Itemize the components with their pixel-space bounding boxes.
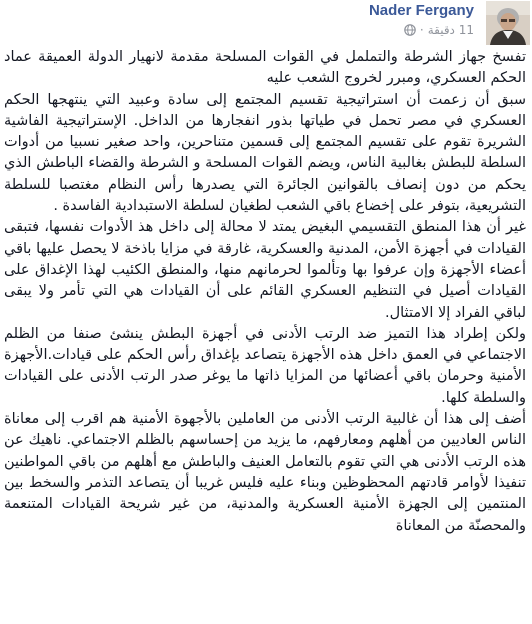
author-avatar[interactable] [486, 1, 530, 45]
post-paragraph: أضف إلى هذا أن غالبية الرتب الأدنى من العاملين بالأجهوة الأمنية هم اقرب إلى معاناة الناس العاديين من أهلهم ومعارفهم، ما يزيد من إحساسهم بالظلم الاجتماعي. ناهيك عن هذه الرتب الأدنى هي التي تقوم بالتعامل العنيف والباطش مع أهلهم من باقي المواطنين تنفيذا لأوامر قادتهم المحظوظين وبناء عليه فليس غريبا أن يتصاعد التذمر والسخط بين المنتمين إلى الجهزة الأمنية العسكرية والمدنية، من غير شريحة القيادات المتنعمة والمحصنّة من المعاناة [4, 411, 526, 534]
post-paragraph: تفسخ جهاز الشرطة والتململ في القوات المسلحة مقدمة لانهيار الدولة العميقة عماد الحكم العسكري، ومبرر لخروج الشعب عليه [4, 49, 526, 87]
globe-icon[interactable] [404, 24, 416, 36]
profile-photo-icon [486, 1, 530, 45]
meta-separator: · [419, 23, 424, 37]
post-meta [404, 23, 474, 37]
post-paragraph: ولكن إطراد هذا التميز ضد الرتب الأدنى في أجهزة البطش ينشئ صنفا من الظلم الاجتماعي في العمق داخل هذه الأجهزة يتصاعد بإغداق رأس الحكم على قيادات.الأجهزة الأمنية وحرمان باقي أعضائها من المزايا ذاتها ما يوغر صدر الرتب الأدنى على القيادات والسلطة كلها. [4, 325, 526, 406]
post-paragraph: غير أن هذا المنطق التقسيمي البغيض يمتد لا محالة إلى داخل هذ الأدوات نفسها، فتبقى القيادات في أجهزة الأمن، المدنية والعسكرية، غارقة في مزايا باذخة لا يحصل عليها باقي أعضاء الأجهزة وإن عرفوا بها وتألموا لحرمانهم منها، والمنطق الكئيب لهذا الإغداق على القيادات أصيل في التنظيم العسكري القائم على أن القيادات هي التي تأمر ولا يبقى لباقي الفراد إلا الامتثال. [4, 219, 526, 321]
post-timestamp[interactable]: 11 دقيقة [427, 23, 474, 37]
post-header [0, 0, 532, 46]
author-name[interactable]: Nader Fergany [368, 2, 474, 19]
post-body [4, 47, 526, 537]
post-paragraph: سبق أن زعمت أن استراتيجية تقسيم المجتمع إلى سادة وعبيد التي ينتهجها الحكم العسكري في مصر تحمل في طياتها بذور انفجارها من الداخل. الإستراتيجية الفاشية الشريرة تقوم على تقسيم المجتمع إلى قسمين متناحرين، واحد صغير نسبيا من أدوات السلطة للبطش بغالبية الناس، ويضم القوات المسلحة و الشرطة والقضاء الباطش الذي يحكم من دون إنصاف بالقوانين الجائرة التي يصدرها رأس النظام مغتصبا للسلطة التشريعية، بتوفر على إخضاع باقي الشعب لطغيان لسلطة الاستبدادية الفاسدة . [4, 91, 526, 215]
